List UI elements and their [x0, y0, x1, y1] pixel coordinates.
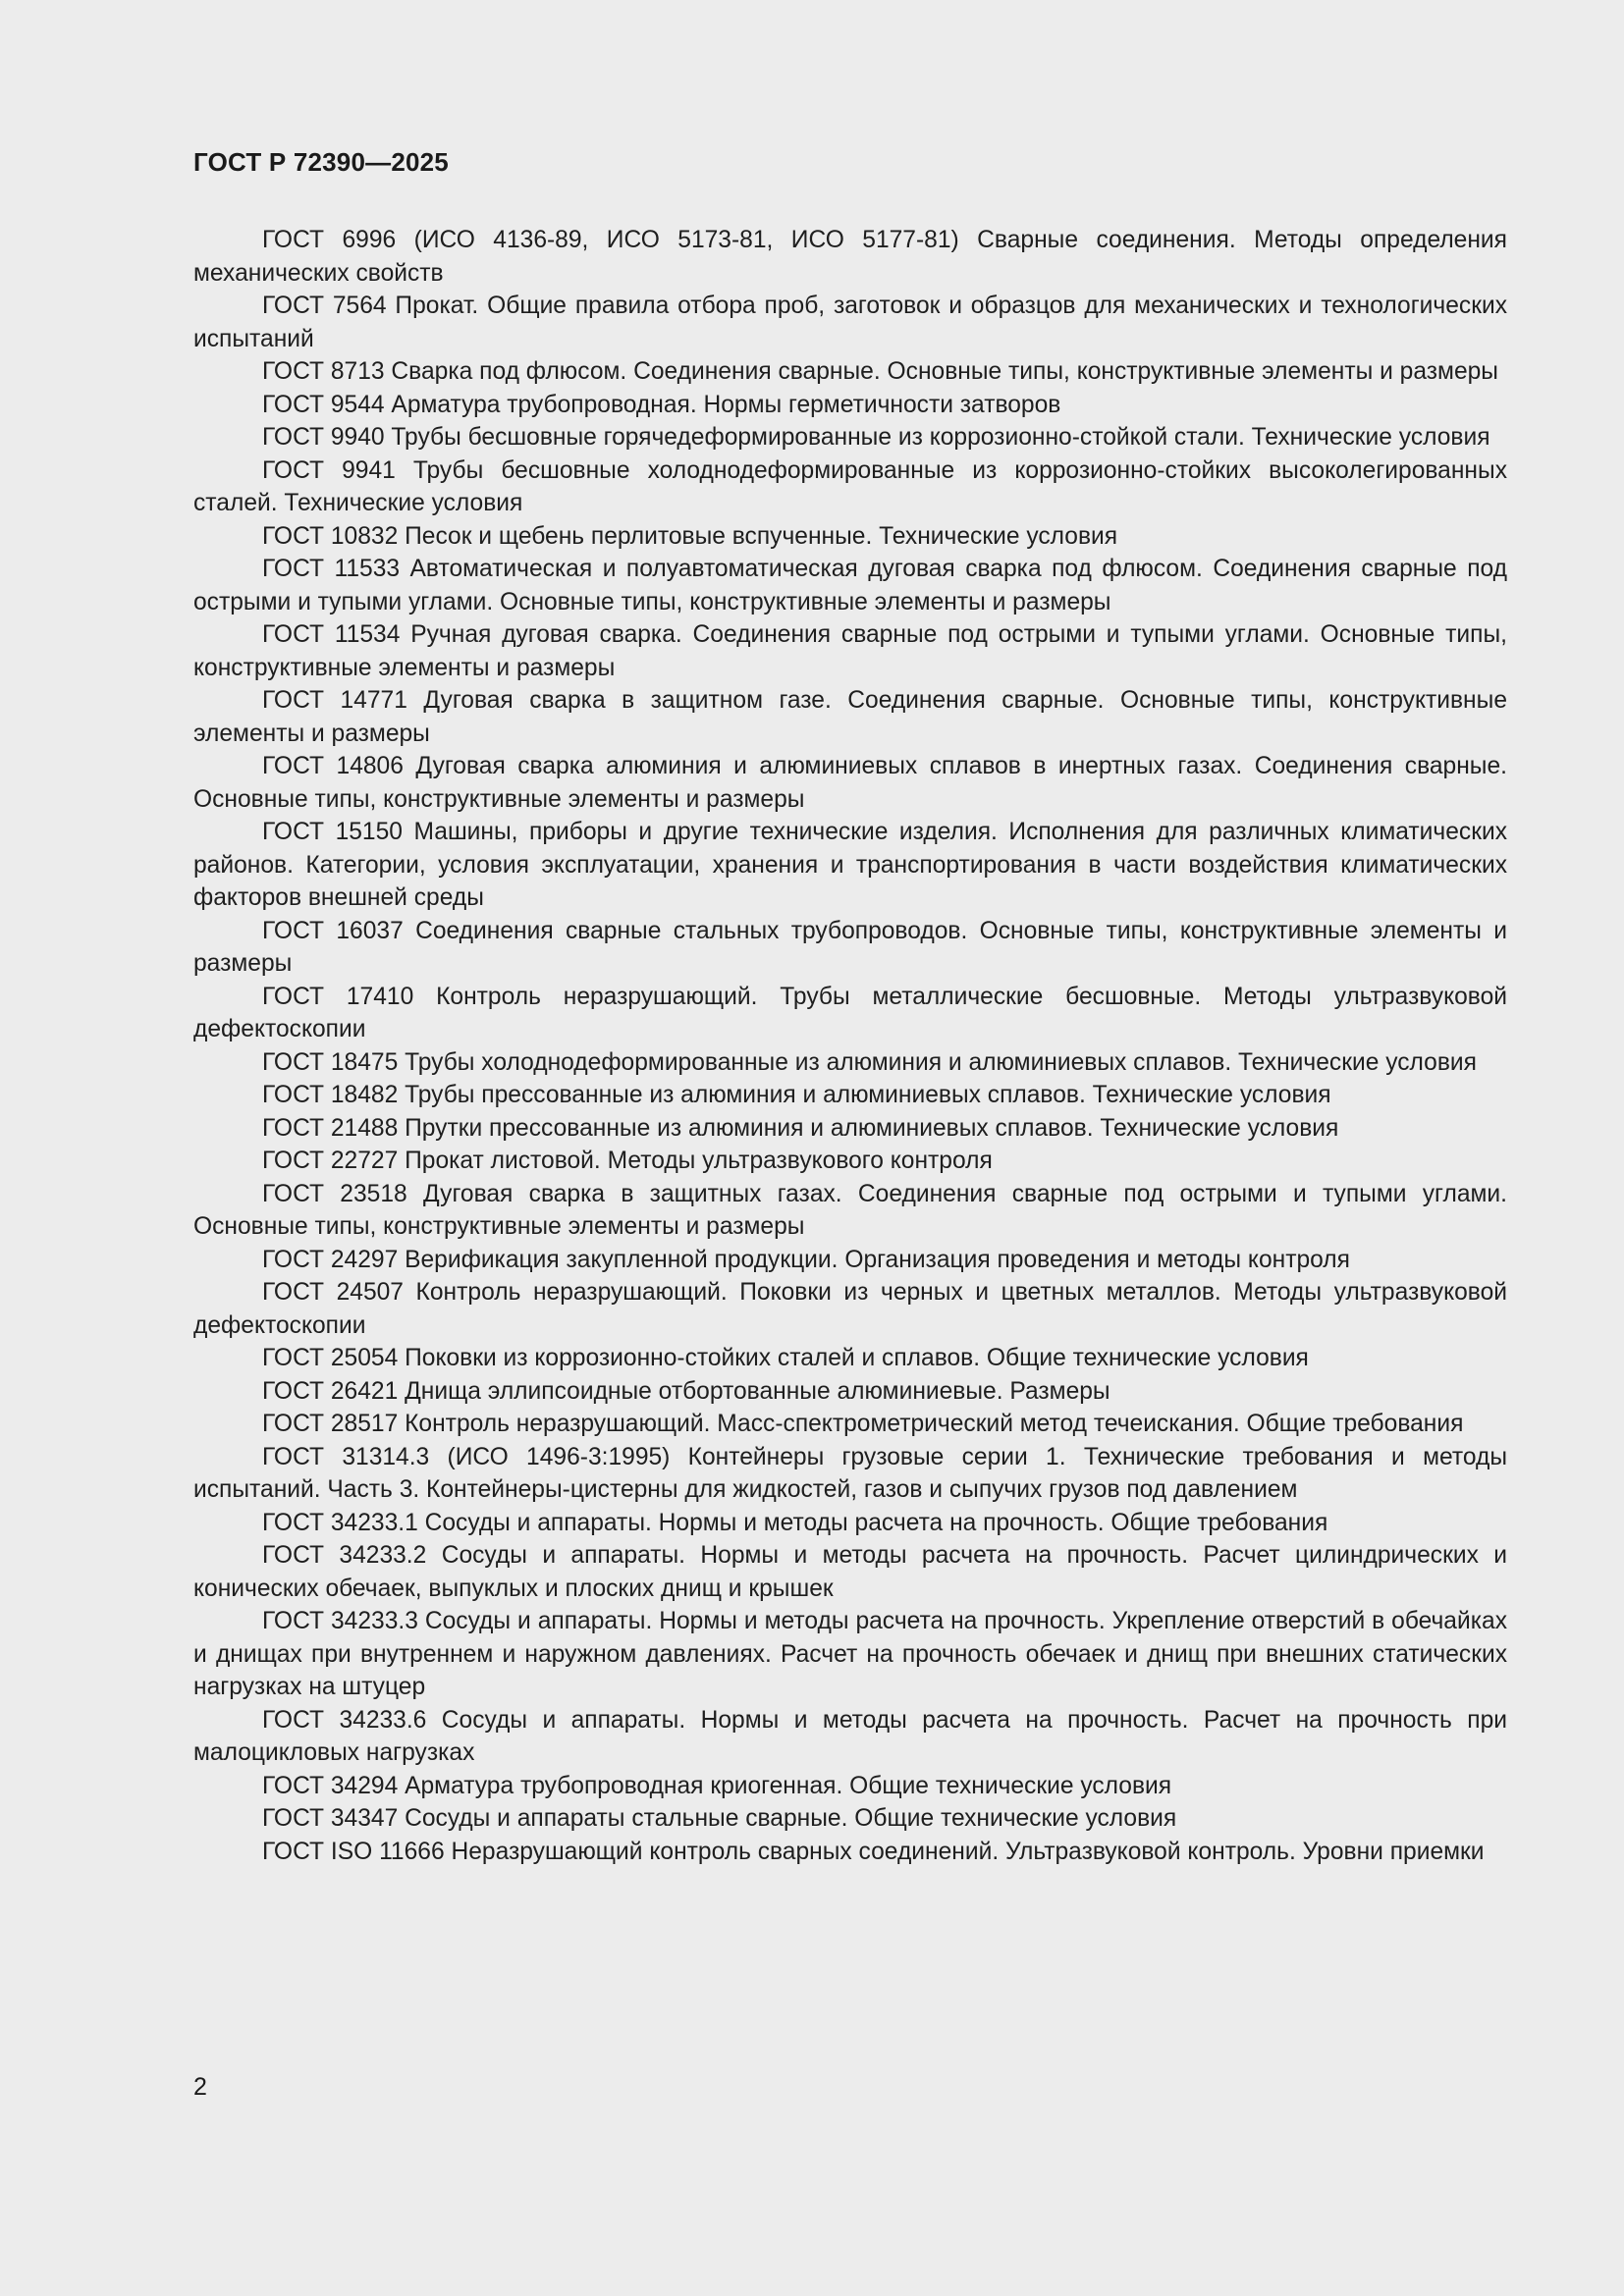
document-header: ГОСТ Р 72390—2025 [193, 147, 449, 177]
reference-item: ГОСТ 18475 Трубы холоднодеформированные из алюминия и алюминиевых сплавов. Технические условия [262, 1048, 1477, 1076]
reference-item: ГОСТ 9941 Трубы бесшовные холоднодеформированные из коррозионно-стойких высоколегированных сталей. Технические условия [193, 456, 1507, 516]
reference-item: ГОСТ 26421 Днища эллипсоидные отбортованные алюминиевые. Размеры [262, 1377, 1110, 1405]
reference-item: ГОСТ 24507 Контроль неразрушающий. Поковки из черных и цветных металлов. Методы ультразвуковой дефектоскопии [193, 1279, 1507, 1339]
reference-item: ГОСТ 11533 Автоматическая и полуавтоматическая дуговая сварка под флюсом. Соединения сварные под острыми и тупыми углами. Основные типы, конструктивные элементы и размеры [193, 556, 1507, 615]
reference-item: ГОСТ 34347 Сосуды и аппараты стальные сварные. Общие технические условия [262, 1805, 1177, 1832]
reference-item: ГОСТ 16037 Соединения сварные стальных трубопроводов. Основные типы, конструктивные элементы и размеры [193, 917, 1507, 977]
reference-item: ГОСТ 21488 Прутки прессованные из алюминия и алюминиевых сплавов. Технические условия [262, 1114, 1339, 1142]
references-list [193, 224, 1507, 1868]
reference-item: ГОСТ 22727 Прокат листовой. Методы ультразвукового контроля [262, 1148, 993, 1174]
reference-item: ГОСТ 6996 (ИСО 4136-89, ИСО 5173-81, ИСО 5177-81) Сварные соединения. Методы определения механических свойств [193, 227, 1507, 287]
reference-item: ГОСТ 9544 Арматура трубопроводная. Нормы герметичности затворов [262, 391, 1061, 418]
reference-item: ГОСТ 8713 Сварка под флюсом. Соединения сварные. Основные типы, конструктивные элементы и размеры [262, 358, 1498, 385]
reference-item: ГОСТ 18482 Трубы прессованные из алюминия и алюминиевых сплавов. Технические условия [262, 1082, 1331, 1108]
reference-item: ГОСТ 24297 Верификация закупленной продукции. Организация проведения и методы контроля [262, 1246, 1350, 1273]
reference-item: ГОСТ 15150 Машины, приборы и другие технические изделия. Исполнения для различных климатических районов. Категории, условия эксплуатации, хранения и транспортирования в части воздействия климатических факторов внешней среды [193, 819, 1507, 911]
reference-item: ГОСТ 11534 Ручная дуговая сварка. Соединения сварные под острыми и тупыми углами. Основные типы, конструктивные элементы и размеры [193, 621, 1507, 681]
reference-item: ГОСТ 14806 Дуговая сварка алюминия и алюминиевых сплавов в инертных газах. Соединения сварные. Основные типы, конструктивные элементы и размеры [193, 753, 1507, 813]
page-number: 2 [193, 2073, 207, 2101]
reference-item: ГОСТ 28517 Контроль неразрушающий. Масс-спектрометрический метод течеискания. Общие требования [262, 1411, 1464, 1437]
reference-item: ГОСТ ISO 11666 Неразрушающий контроль сварных соединений. Ультразвуковой контроль. Уровни приемки [262, 1838, 1485, 1865]
reference-item: ГОСТ 34233.3 Сосуды и аппараты. Нормы и методы расчета на прочность. Укрепление отверстий в обечайках и днищах при внутреннем и наружном давлениях. Расчет на прочность обечаек и днищ при внешних статических нагрузках на штуцер [193, 1608, 1507, 1700]
reference-item: ГОСТ 14771 Дуговая сварка в защитном газе. Соединения сварные. Основные типы, конструктивные элементы и размеры [193, 687, 1507, 747]
reference-item: ГОСТ 34233.2 Сосуды и аппараты. Нормы и методы расчета на прочность. Расчет цилиндрических и конических обечаек, выпуклых и плоских днищ и крышек [193, 1542, 1507, 1602]
reference-item: ГОСТ 31314.3 (ИСО 1496-3:1995) Контейнеры грузовые серии 1. Технические требования и методы испытаний. Часть 3. Контейнеры-цистерны для жидкостей, газов и сыпучих грузов под давлением [193, 1443, 1507, 1503]
reference-item: ГОСТ 17410 Контроль неразрушающий. Трубы металлические бесшовные. Методы ультразвуковой дефектоскопии [193, 983, 1507, 1042]
reference-item: ГОСТ 34233.1 Сосуды и аппараты. Нормы и методы расчета на прочность. Общие требования [262, 1509, 1328, 1536]
reference-item: ГОСТ 9940 Трубы бесшовные горячедеформированные из коррозионно-стойкой стали. Технические условия [262, 424, 1490, 451]
reference-item: ГОСТ 25054 Поковки из коррозионно-стойких сталей и сплавов. Общие технические условия [262, 1345, 1309, 1371]
reference-item: ГОСТ 7564 Прокат. Общие правила отбора проб, заготовок и образцов для механических и технологических испытаний [193, 293, 1507, 352]
reference-item: ГОСТ 34294 Арматура трубопроводная криогенная. Общие технические условия [262, 1772, 1172, 1799]
reference-item: ГОСТ 10832 Песок и щебень перлитовые вспученные. Технические условия [262, 522, 1118, 550]
reference-item: ГОСТ 23518 Дуговая сварка в защитных газах. Соединения сварные под острыми и тупыми углами. Основные типы, конструктивные элементы и размеры [193, 1180, 1507, 1240]
reference-item: ГОСТ 34233.6 Сосуды и аппараты. Нормы и методы расчета на прочность. Расчет на прочность при малоцикловых нагрузках [193, 1706, 1507, 1766]
